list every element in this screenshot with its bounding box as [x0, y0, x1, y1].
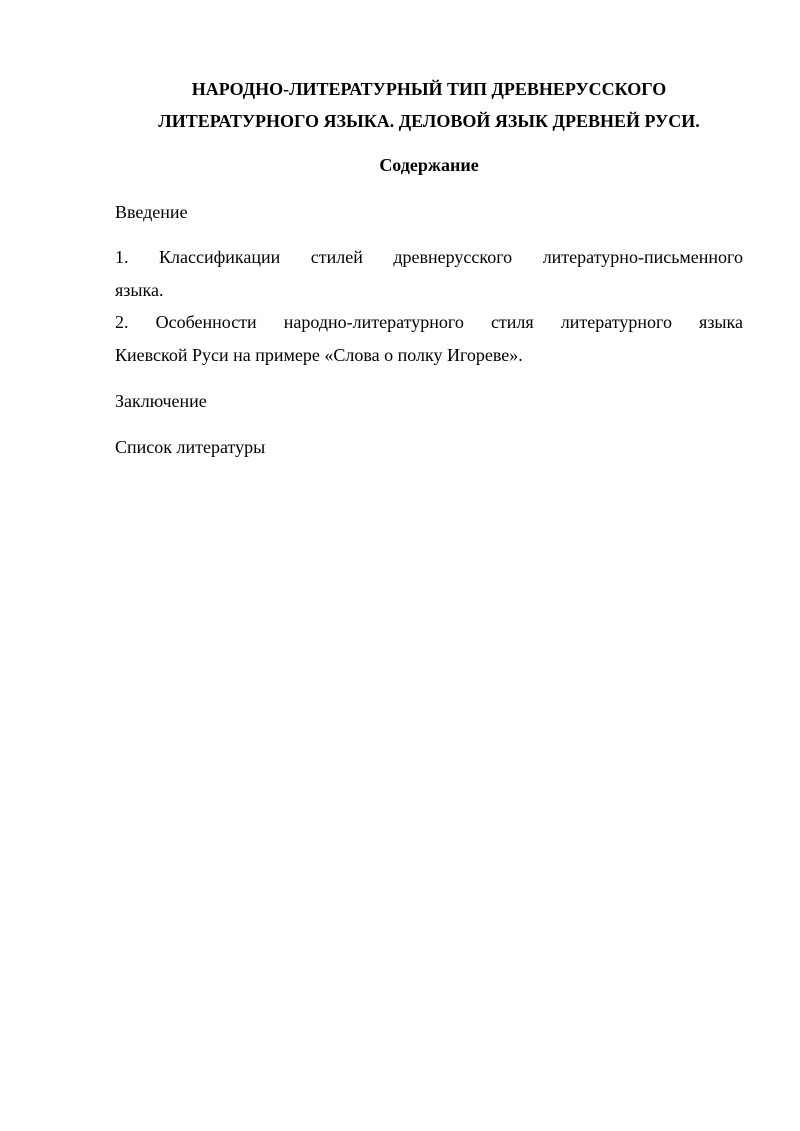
toc-item-1-continuation: языка.: [115, 280, 164, 300]
toc-item-references: Список литературы: [115, 437, 266, 457]
title-line-2: ЛИТЕРАТУРНОГО ЯЗЫКА. ДЕЛОВОЙ ЯЗЫК ДРЕВНЕЙ РУСИ.: [158, 111, 700, 131]
toc-item-2-first-line: [115, 306, 743, 339]
toc-item-1-word: древнерусского: [393, 247, 513, 267]
title-line-1: НАРОДНО-ЛИТЕРАТУРНЫЙ ТИП ДРЕВНЕРУССКОГО: [191, 79, 667, 99]
toc-heading: Содержание: [379, 155, 479, 175]
toc-item-1-word: литературно-письменного: [542, 247, 743, 267]
toc-item-conclusion: Заключение: [115, 391, 207, 411]
toc-item-1-first-line: [115, 241, 743, 274]
toc-item-2: [115, 306, 743, 372]
toc-item-1: [115, 241, 743, 307]
toc-item-introduction: Введение: [115, 202, 188, 222]
document-title: [115, 73, 743, 137]
toc-item-2-word: языка: [699, 312, 743, 332]
toc-item-2-word: народно-литературного: [283, 312, 464, 332]
toc-item-2-word: литературного: [560, 312, 672, 332]
toc-item-1-word: Классификации: [159, 247, 281, 267]
toc-item-1-word: стилей: [310, 247, 363, 267]
toc-item-2-word: стиля: [490, 312, 534, 332]
toc-item-1-number: 1.: [115, 247, 129, 267]
toc-item-2-word: Особенности: [155, 312, 257, 332]
toc-item-2-continuation: Киевской Руси на примере «Слова о полку Игореве».: [115, 345, 523, 365]
toc-item-2-number: 2.: [115, 312, 129, 332]
